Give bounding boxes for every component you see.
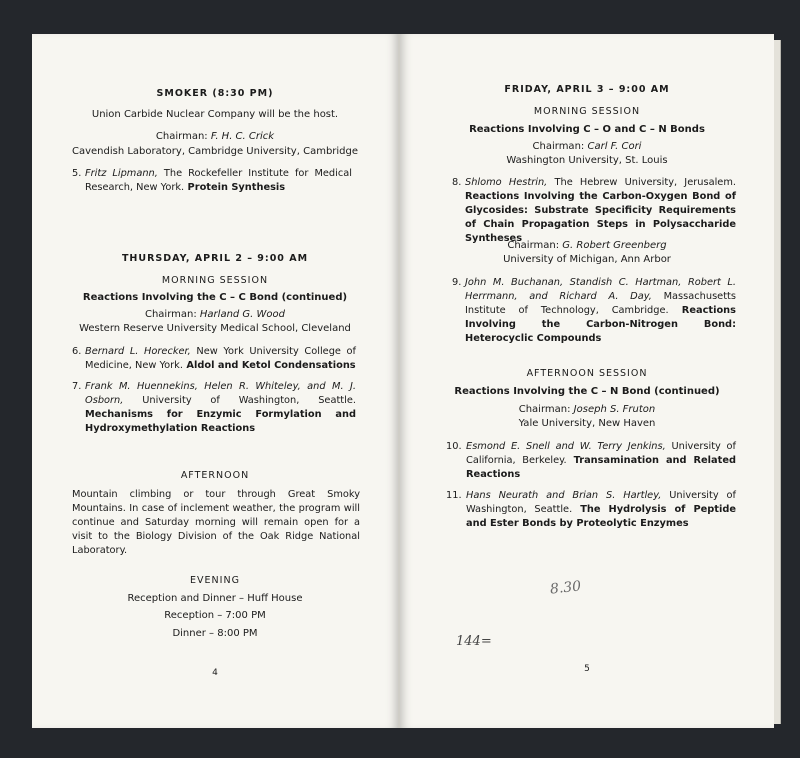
smoker-host: Union Carbide Nuclear Company will be the host. [91,109,339,120]
evening-line-3: Dinner – 8:00 PM [172,628,258,639]
smoker-chairman [32,129,398,145]
afternoon-affiliation: Yale University, New Haven [518,418,656,429]
handwritten-note: 8.30 [549,578,582,598]
item-number: 9. [452,277,462,288]
item-author: Frank M. Huennekins, Helen R. Whiteley, and M. J. Osborn, [85,381,356,406]
item-number: 8. [452,177,462,188]
item-title: Aldol and Ketol Condensations [182,360,356,371]
item-title: The Hydrolysis of Peptide and Ester Bonds by Proteolytic Enzymes [466,504,736,529]
item-number: 10. [446,441,462,452]
friday-session: MORNING SESSION [533,106,641,117]
handwritten-note: 144= [456,634,492,649]
thursday-session: MORNING SESSION [161,275,269,286]
item-number: 6. [72,346,82,357]
item-affiliation: New York University College of Medicine, New York. [85,346,356,371]
thursday-affiliation: Western Reserve University Medical School, Cleveland [79,323,351,334]
friday-heading: FRIDAY, APRIL 3 – 9:00 AM [504,84,670,95]
item-author: Esmond E. Snell and W. Terry Jenkins, [466,441,666,452]
item-title: Transamination and Related Reactions [466,455,736,480]
item-author: Bernard L. Horecker, [85,346,191,357]
item-affiliation: The Rockefeller Institute for Medical Research, New York. [85,168,352,193]
smoker-heading: SMOKER (8:30 PM) [156,88,274,99]
item-title: Reactions Involving the Carbon-Oxygen Bond of Glycosides: Substrate Specificity Requirements of Chain Propagation Steps in Polysaccharide Syntheses [465,191,736,244]
program-item [72,167,352,195]
page-number-left: 4 [212,668,218,678]
afternoon-text: Mountain climbing or tour through Great Smoky Mountains. In case of inclement weather, the program will continue and Saturday morning will remain open for a visit to the Biology Division of the Oak Ridge National Laboratory. [72,489,360,556]
item-affiliation: Massachusetts Institute of Technology, Cambridge. [465,291,736,316]
item-author: Shlomo Hestrin, [465,177,548,188]
item-author: Hans Neurath and Brian S. Hartley, [466,490,662,501]
chairman-name: Joseph S. Fruton [573,404,656,415]
page-number-right: 5 [584,664,590,674]
chairman-label: Chairman: [144,309,197,320]
item-affiliation: University of Washington, Seattle. [466,490,736,515]
chairman-label: Chairman: [507,240,560,251]
chairman-name: G. Robert Greenberg [562,240,667,251]
afternoon-topic: Reactions Involving the C – N Bond (continued) [454,386,720,397]
item-title: Protein Synthesis [184,182,286,193]
item-title: Reactions Involving the Carbon-Nitrogen Bond: Heterocyclic Compounds [465,305,736,344]
thursday-heading: THURSDAY, APRIL 2 – 9:00 AM [121,253,309,264]
thursday-topic: Reactions Involving the C – C Bond (continued) [82,292,348,303]
item-author: John M. Buchanan, Standish C. Hartman, Robert L. Herrmann, and Richard A. Day, [465,277,736,302]
chairman-label: Chairman: [532,141,585,152]
page-edge [774,40,781,724]
chairman-label: Chairman: [518,404,571,415]
friday-affiliation: Washington University, St. Louis [506,155,668,166]
afternoon-heading: AFTERNOON [180,470,250,481]
item-number: 11. [446,490,462,501]
program-item [446,440,736,482]
program-item [446,489,736,531]
evening-line-1: Reception and Dinner – Huff House [127,593,303,604]
chairman-name: F. H. C. Crick [210,131,275,142]
left-page [32,34,398,728]
item-affiliation: University of California, Berkeley. [466,441,737,466]
evening-heading: EVENING [190,575,240,586]
item-number: 7. [72,381,82,392]
program-item [452,276,736,346]
program-item [452,176,736,246]
afternoon-session-heading: AFTERNOON SESSION [526,368,648,379]
right-page [400,34,774,728]
item-author: Fritz Lipmann, [85,168,158,179]
item-affiliation: The Hebrew University, Jerusalem. [547,177,736,188]
chairman-label: Chairman: [155,131,208,142]
chairman-name: Carl F. Cori [587,141,642,152]
evening-line-2: Reception – 7:00 PM [164,610,266,621]
chairman-name: Harland G. Wood [199,309,286,320]
item-affiliation: University of Washington, Seattle. [123,395,356,406]
program-item [72,380,356,436]
item-title: Mechanisms for Enzymic Formylation and Hydroxymethylation Reactions [85,409,356,434]
item-number: 5. [72,168,82,179]
friday-topic: Reactions Involving C – O and C – N Bonds [469,124,705,135]
smoker-affiliation: Cavendish Laboratory, Cambridge University, Cambridge [71,146,359,157]
program-item [72,345,356,373]
friday-affiliation-2: University of Michigan, Ann Arbor [503,254,671,265]
